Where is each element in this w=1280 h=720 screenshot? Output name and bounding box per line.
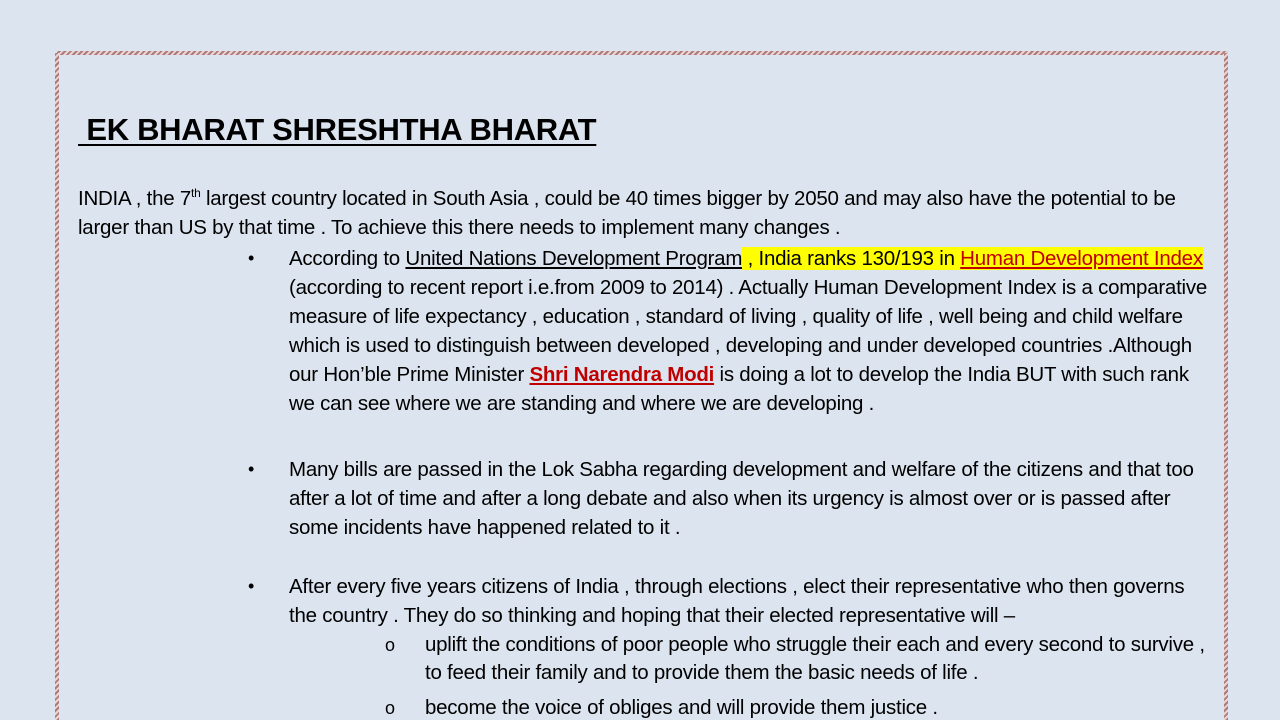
bullet-text (289, 244, 1213, 418)
narendra-modi-link[interactable]: Shri Narendra Modi (529, 363, 715, 386)
undp-link[interactable]: United Nations Development Program (405, 247, 743, 270)
page-border-left (55, 53, 59, 720)
bullet-icon: • (248, 459, 255, 479)
sub-bullet-icon: o (385, 635, 395, 655)
intro-text-end: largest country located in South Asia , could be 40 times bigger by 2050 and may also have the potential to be larger than US by that time . To achieve this there needs to implement many changes . (78, 187, 1176, 239)
intro-paragraph (78, 184, 1208, 242)
intro-superscript: th (190, 186, 201, 201)
sub-bullet-icon: o (385, 698, 395, 718)
bullet-icon: • (248, 248, 255, 268)
bullet-text-segment: is doing a lot to develop the India BUT with such rank we can see where we are standing and where we are developing . (289, 363, 1189, 415)
highlighted-rank-text: , India ranks 130/193 in (742, 247, 961, 270)
bullet-text: Many bills are passed in the Lok Sabha regarding development and welfare of the citizens and that too after a lot of time and after a long debate and also when its urgency is almost over or is passed after some incidents have happened related to it . (289, 458, 1194, 539)
hdi-link[interactable]: Human Development Index (960, 247, 1203, 270)
page-border-top (57, 51, 1228, 55)
sub-bullet-text: become the voice of obliges and will provide them justice . (425, 696, 938, 719)
sub-bullet-text: uplift the conditions of poor people who struggle their each and every second to survive , to feed their family and to provide them the basic needs of life . (425, 633, 1205, 684)
page-border-right (1224, 53, 1228, 720)
sub-bullet-item (385, 694, 1215, 720)
page-title: EK BHARAT SHRESHTHA BHARAT (78, 112, 597, 147)
bullet-item-bills (248, 455, 1213, 542)
sub-bullet-item (385, 631, 1215, 687)
bullet-text-segment: According to (289, 247, 406, 270)
bullet-text: After every five years citizens of India , through elections , elect their representative who then governs the country . They do so thinking and hoping that their elected representative will – (289, 575, 1185, 627)
bullet-text-segment: (according to recent report i.e.from 2009 to 2014) . Actually Human Development Index is a comparative measure of life expectancy , education , standard of living , quality of life , well being and child welfare which is used to distinguish between developed , developing and under developed countries .Although our Hon’ble Prime Minister (289, 276, 1207, 386)
bullet-item-hdi (248, 244, 1213, 418)
bullet-item-elections (248, 572, 1213, 630)
bullet-icon: • (248, 576, 255, 596)
intro-text-start: INDIA , the 7 (78, 187, 191, 210)
